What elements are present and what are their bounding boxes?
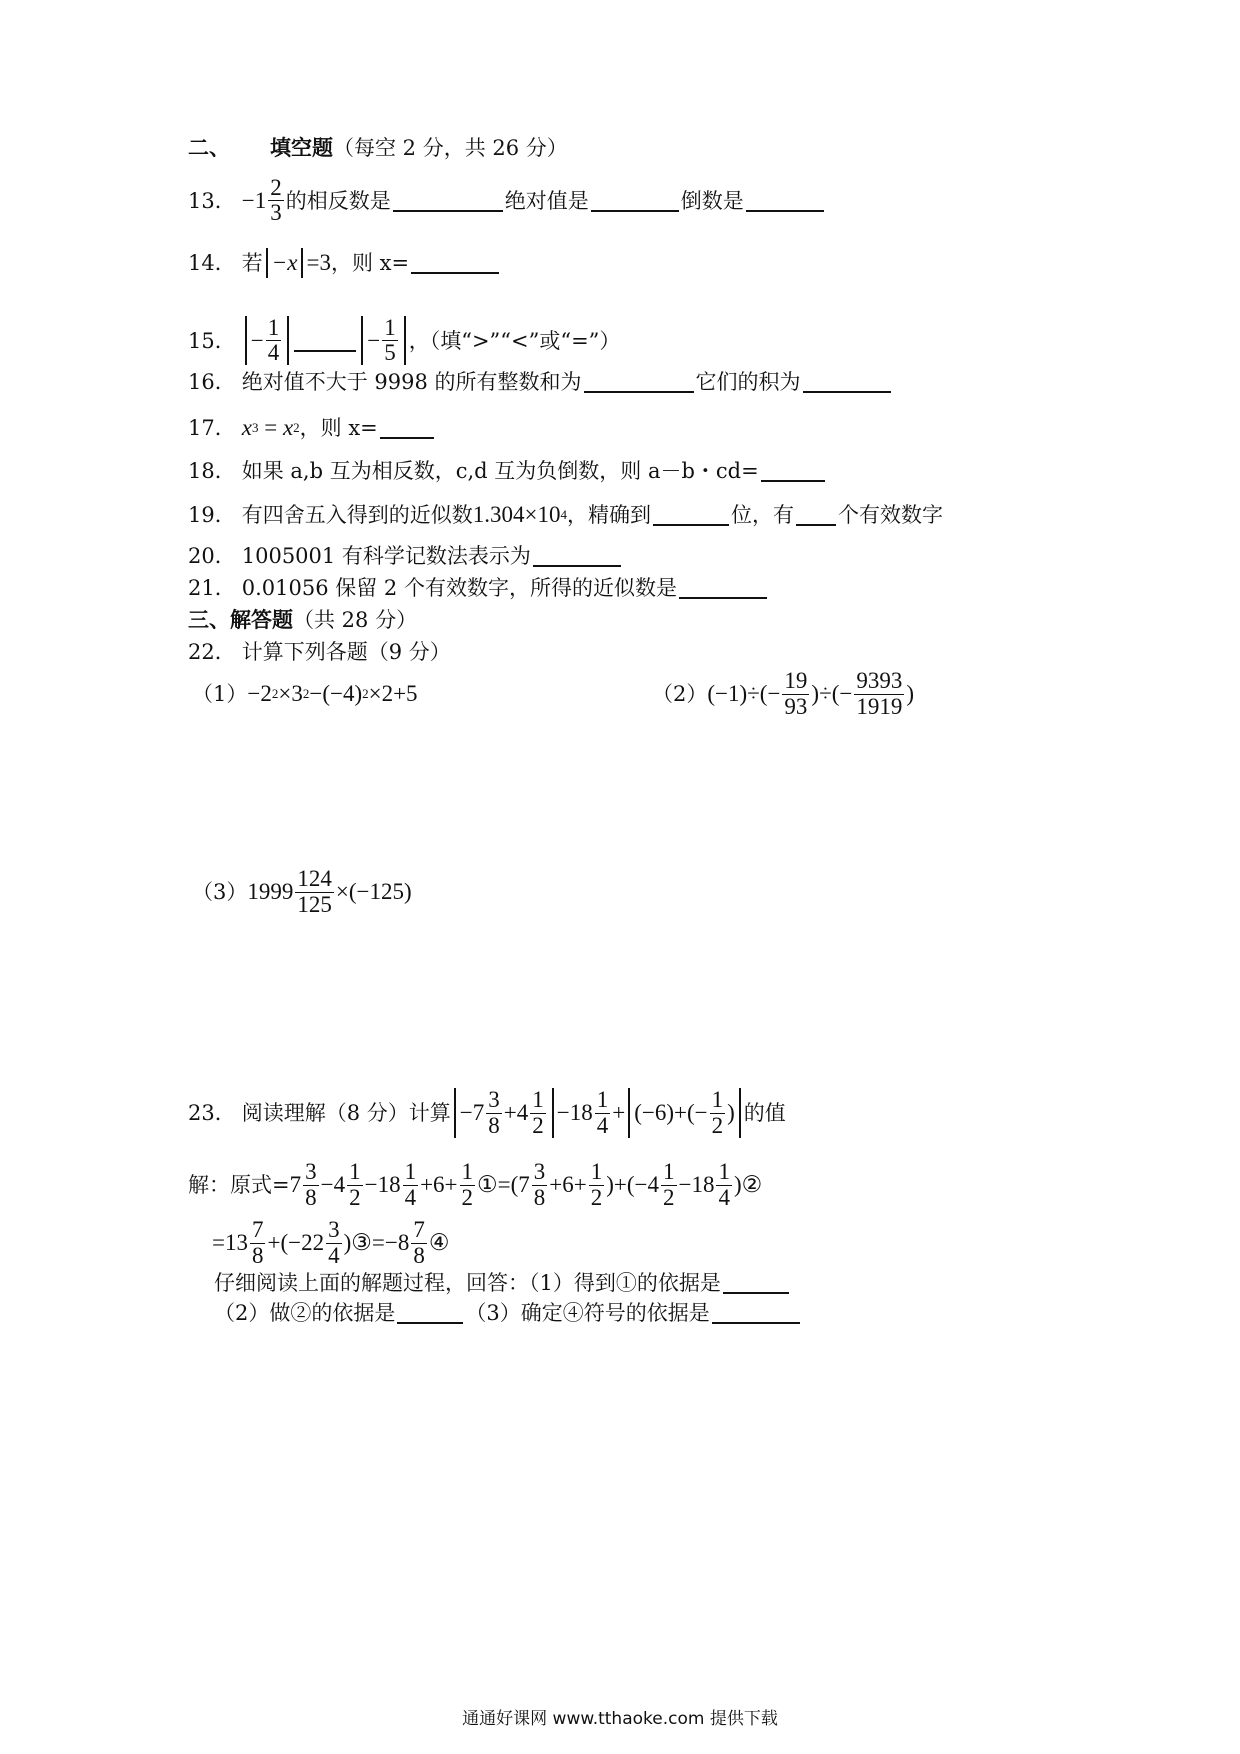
page-footer: 通通好课网 www.tthaoke.com 提供下载 (462, 1709, 778, 1729)
q16-blank2[interactable] (803, 371, 891, 393)
q16-text1: 绝对值不大于 9998 的所有整数和为 (241, 370, 582, 394)
question-16 (188, 367, 893, 397)
q19-text2: ，精确到 (566, 503, 651, 527)
q23-ask2-text: （2）做②的依据是 (214, 1301, 396, 1325)
q23-ask3-text: （3）确定④符号的依据是 (465, 1301, 710, 1325)
q23-text2: 的值 (743, 1101, 786, 1125)
q21-text: 0.01056 保留 2 个有效数字，所得的近似数是 (241, 576, 677, 600)
q23-solution-line2 (212, 1213, 449, 1273)
question-21 (188, 573, 769, 603)
q13-blank1[interactable] (393, 190, 503, 212)
q22-number: 22． (188, 640, 236, 664)
q19-expression: 1.304×10 4 (472, 502, 567, 527)
q22-part3-expression: 1999 $\frac{124}{125}$ ×(−125) (247, 866, 412, 917)
q19-blank1[interactable] (653, 504, 729, 526)
q13-text3: 倒数是 (680, 188, 744, 213)
q22-part1 (192, 679, 418, 709)
q20-text: 1005001 有科学记数法表示为 (241, 544, 531, 568)
q13-blank3[interactable] (746, 190, 824, 212)
question-22 (188, 637, 451, 667)
q22-part2 (652, 664, 914, 724)
q20-blank[interactable] (533, 545, 621, 567)
q13-number: 13． (188, 188, 236, 213)
q15-blank[interactable] (294, 330, 356, 352)
section2-header (188, 133, 568, 163)
q13-text2: 绝对值是 (504, 188, 589, 213)
q23-number: 23． (188, 1101, 236, 1125)
question-15 (188, 316, 620, 365)
q21-blank[interactable] (679, 577, 767, 599)
q23-ask-line (214, 1298, 802, 1328)
q22-part2-label: （2） (652, 682, 708, 706)
section3-note: （共 28 分） (293, 608, 418, 632)
q21-number: 21． (188, 576, 236, 600)
q18-blank[interactable] (761, 460, 825, 482)
q23-blank2[interactable] (397, 1302, 463, 1324)
q22-part2-expression: (−1)÷(− $\frac{19}{93}$ )÷(− $\frac{9393}{1919}$ ) (707, 668, 915, 719)
q14-text2: ，则 x= (330, 251, 410, 275)
q22-part3-label: （3） (192, 880, 248, 904)
q22-part1-expression: −2 2 ×3 2 −(−4) 2 ×2+5 (247, 681, 418, 706)
q17-blank[interactable] (380, 417, 434, 439)
q17-number: 17． (188, 416, 236, 440)
question-14 (188, 248, 501, 278)
q16-blank1[interactable] (584, 371, 694, 393)
q23-expression: −7 $\frac{3}{8}$ +4 $\frac{1}{2}$ −18 $\frac{1}{4}$ + (−6)+(− $\frac{1}{2}$ ) (451, 1088, 744, 1137)
q19-text3: 位，有 (730, 503, 794, 527)
section2-title: 填空题 (270, 135, 333, 160)
q15-right-abs: − $\frac{1}{5}$ (358, 316, 408, 365)
q20-number: 20． (188, 544, 236, 568)
q14-number: 14． (188, 251, 236, 275)
section2-label: 二、 (188, 135, 230, 160)
q17-text: ，则 x= (299, 416, 378, 440)
section3-title: 解答题 (230, 607, 293, 632)
q22-text: 计算下列各题（9 分） (241, 640, 451, 664)
question-18 (188, 456, 827, 486)
q17-expression: x 3 = x 2 (241, 415, 300, 440)
q16-number: 16． (188, 370, 236, 394)
question-23 (188, 1083, 786, 1143)
question-13 (188, 176, 826, 225)
q23-solution-step1: 7 $\frac{3}{8}$ −4 $\frac{1}{2}$ −18 $\frac{1}{4}$ +6+ $\frac{1}{2}$ ①=(7 $\frac{3}{8}$ +6+ $\frac{1}{2}$ )+(−4 $\frac{1}{2}$ −18 $\frac{1}{4}$ )② (289, 1159, 763, 1210)
q13-expression: −1 $\frac{2}{3}$ (241, 175, 282, 226)
question-20 (188, 541, 623, 571)
section3-header (188, 605, 417, 635)
q23-read-text: 仔细阅读上面的解题过程，回答：（1）得到①的依据是 (214, 1271, 721, 1295)
q22-part1-label: （1） (192, 682, 248, 706)
q23-blank1[interactable] (723, 1272, 789, 1294)
q15-text: ，（填“>”“<”或“=”） (408, 328, 621, 353)
q15-left-abs: − $\frac{1}{4}$ (242, 316, 292, 365)
q15-number: 15． (188, 328, 236, 353)
q18-text: 如果 a,b 互为相反数，c,d 互为负倒数，则 a－b・cd= (241, 459, 759, 483)
q23-blank3[interactable] (712, 1302, 800, 1324)
q14-expression: −x =3 (263, 248, 331, 278)
q19-number: 19． (188, 503, 236, 527)
q23-solution-line1 (188, 1155, 762, 1215)
q23-solution-label: 解：原式= (188, 1173, 290, 1197)
q13-blank2[interactable] (591, 190, 679, 212)
q18-number: 18． (188, 459, 236, 483)
q22-part3 (192, 862, 412, 922)
q14-blank[interactable] (411, 252, 499, 274)
q19-text1: 有四舍五入得到的近似数 (241, 503, 473, 527)
q23-solution-step2: =13 $\frac{7}{8}$ +(−22 $\frac{3}{4}$ )③=−8 $\frac{7}{8}$ ④ (212, 1217, 450, 1268)
q23-read-line (214, 1268, 791, 1298)
q13-text1: 的相反数是 (285, 188, 391, 213)
section2-note: （每空 2 分，共 26 分） (333, 136, 568, 160)
question-17 (188, 413, 436, 443)
section3-label: 三、 (188, 607, 230, 632)
q19-text4: 个有效数字 (837, 503, 943, 527)
question-19 (188, 500, 943, 530)
q16-text2: 它们的积为 (695, 370, 801, 394)
q23-text1: 阅读理解（8 分）计算 (241, 1101, 451, 1125)
q19-blank2[interactable] (796, 504, 836, 526)
q14-text1: 若 (241, 251, 263, 275)
